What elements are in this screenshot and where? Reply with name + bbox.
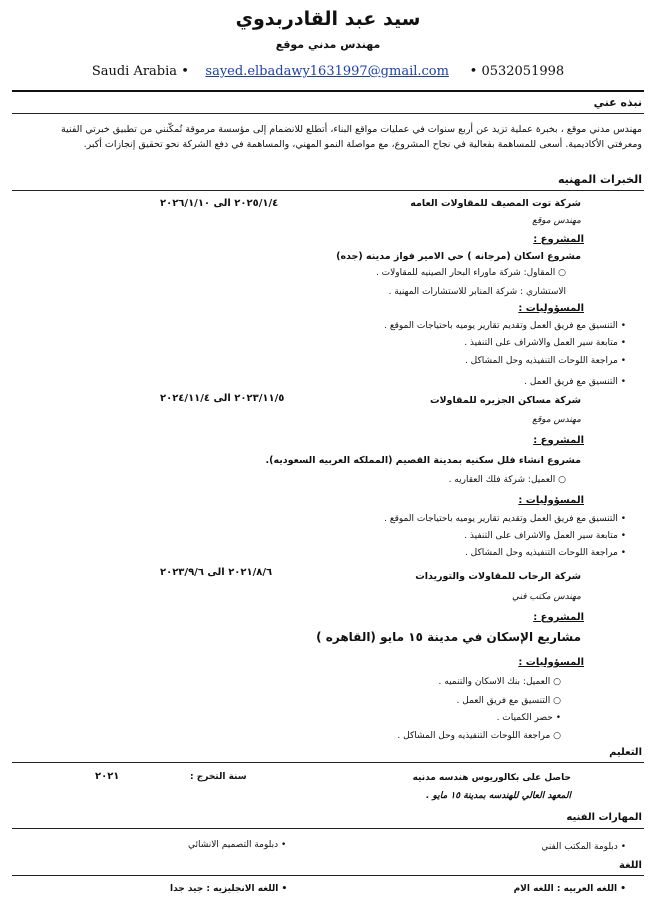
project-label: المشروع : (533, 435, 584, 446)
job-company: شركة الرحاب للمقاولات والتوريدات (415, 571, 581, 582)
responsibilities-label: المسؤوليات : (518, 495, 584, 506)
list-item: • التنسيق مع فريق العمل . (524, 377, 626, 387)
job-dates: ٢٠٢١/٨/٦ الى ٢٠٢٣/٩/٦ (160, 567, 273, 578)
project-label: المشروع : (533, 612, 584, 623)
consultant-line: الاستشاري : شركة المنابر للاستشارات المهنية . (388, 287, 566, 297)
about-heading: نبذه عني (593, 96, 642, 109)
responsibilities-label: المسؤوليات : (518, 303, 584, 314)
list-item: • مراجعة اللوحات التنفيذيه وحل المشاكل . (465, 548, 626, 558)
skills-heading: المهارات الفنيه (566, 812, 642, 823)
job-role: مهندس موقع (532, 415, 581, 425)
contact-line (0, 64, 656, 79)
experience-heading: الخبرات المهنيه (557, 173, 642, 186)
graduation-year: ٢٠٢١ (95, 771, 120, 782)
language-item: • اللغه الانجليزيه : جيد جدا (170, 884, 287, 894)
graduation-label: سنة التخرج : (190, 772, 247, 782)
country: Saudi Arabia (91, 64, 178, 79)
institute: المعهد العالي للهندسه بمدينة ١٥ مايو . (426, 791, 571, 801)
client-line: ○ العميل: بنك الاسكان والتنميه . (438, 677, 561, 687)
languages-divider (12, 875, 644, 876)
project-name: مشاريع الإسكان في مدينة ١٥ مايو (القاهره ) (316, 630, 581, 644)
job-company: شركة مساكن الجزيره للمقاولات (429, 395, 581, 406)
list-item: • حصر الكميات . (497, 713, 561, 723)
project-name: مشروع اسكان (مرجانه ) حي الامير فواز مدينه (جده) (336, 251, 581, 262)
list-item: ○ مراجعة اللوحات التنفيذيه وحل المشاكل . (397, 731, 561, 741)
project-label: المشروع : (533, 234, 584, 245)
responsibilities-label: المسؤوليات : (518, 657, 584, 668)
list-item: • التنسيق مع فريق العمل وتقديم تقارير يوميه باحتياجات الموقع . (384, 514, 626, 524)
header-divider (12, 90, 644, 92)
job-title: مهندس مدني موقع (275, 38, 381, 51)
skills-divider (12, 828, 644, 829)
list-item: • التنسيق مع فريق العمل وتقديم تقارير يوميه باحتياجات الموقع . (384, 321, 626, 331)
degree: حاصل على بكالوريوس هندسه مدنيه (412, 773, 571, 783)
list-item: • مراجعة اللوحات التنفيذيه وحل المشاكل . (465, 356, 626, 366)
skill-item: • دبلومة التصميم الانشائي (188, 840, 286, 850)
bullet-icon: • (453, 64, 482, 79)
about-divider (12, 113, 644, 114)
candidate-name: سيد عبد القادربدوي (235, 8, 421, 30)
job-role: مهندس مكتب فني (512, 592, 581, 602)
education-divider (12, 762, 644, 763)
about-text: مهندس مدني موقع ، بخبرة عملية تزيد عن أربع سنوات في عمليات مواقع البناء، أتطلع للانضمام إلى مؤسسة مرموقة تُمكّنني من تطبيق خبرتي الفنية ومعرفتي الأكاديمية. أسعى للمساهمة بفعالية في نجاح المشروع، مع مواصلة النمو المهني، والمساهمة في دفع الشركة نحو تحقيق إنجازات أكبر. (61, 124, 642, 150)
skill-item: • دبلومة المكتب الفني (541, 842, 626, 852)
phone-number: 0532051998 (481, 64, 565, 79)
list-item: • متابعة سير العمل والاشراف على التنفيذ . (464, 338, 626, 348)
project-name: مشروع انشاء فلل سكنيه بمدينة القصيم (المملكه العربيه السعوديه). (265, 455, 581, 466)
job-dates: ٢٠٢٣/١١/٥ الى ٢٠٢٤/١١/٤ (160, 393, 285, 404)
list-item: • متابعة سير العمل والاشراف على التنفيذ . (464, 531, 626, 541)
contractor-line: ○ المقاول: شركة ماوراء البحار الصينيه للمقاولات . (375, 268, 566, 278)
job-company: شركة توت المصيف للمقاولات العامه (410, 198, 581, 209)
list-item: ○ التنسيق مع فريق العمل . (456, 696, 561, 706)
bullet-icon: • (181, 64, 202, 79)
experience-divider (12, 190, 644, 191)
language-item: • اللغه العربيه : اللغه الام (514, 884, 626, 894)
email-link[interactable]: sayed.elbadawy1631997@gmail.com (205, 64, 449, 79)
job-dates: ٢٠٢٥/١/٤ الى ٢٠٢٦/١/١٠ (160, 198, 279, 209)
client-line: ○ العميل: شركة فلك العقاريه . (448, 475, 566, 485)
job-role: مهندس موقع (532, 216, 581, 226)
languages-heading: اللغة (619, 860, 642, 871)
education-heading: التعليم (609, 747, 642, 758)
